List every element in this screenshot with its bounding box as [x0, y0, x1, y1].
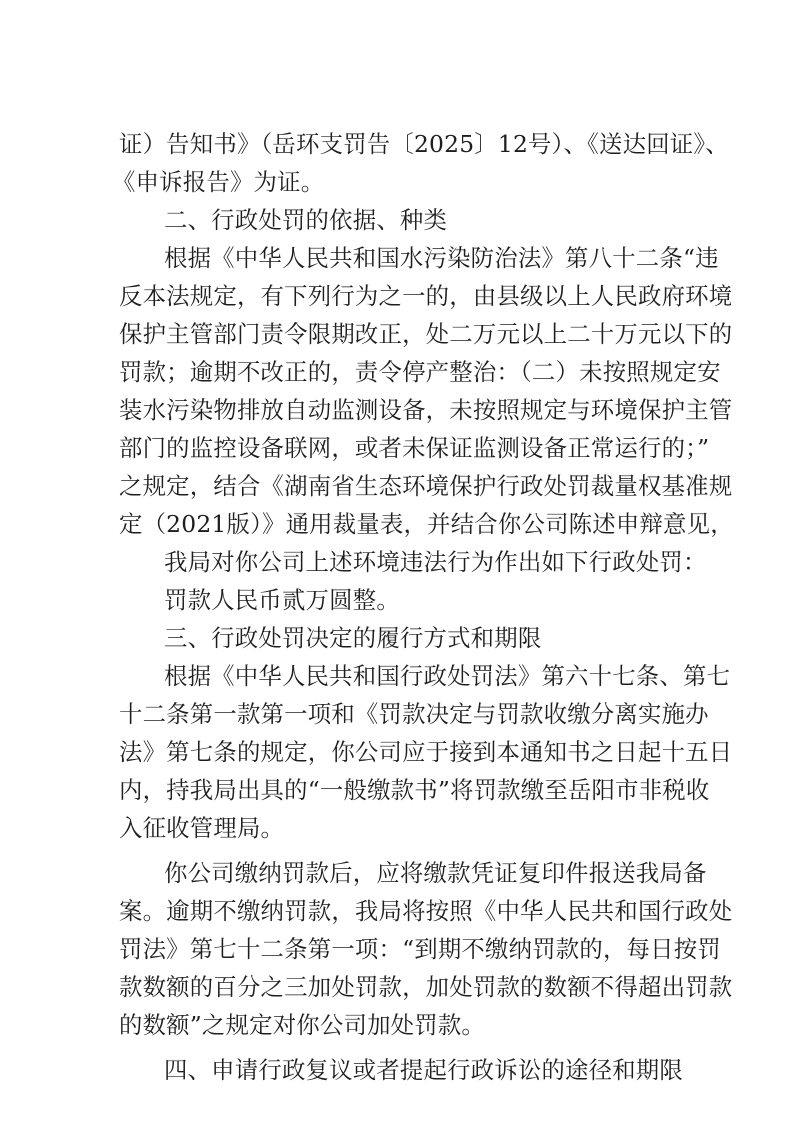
- body-line-20: 你公司缴纳罚款后，应将缴款凭证复印件报送我局备: [164, 859, 707, 887]
- body-line-6: 保护主管部门责令限期改正，处二万元以上二十万元以下的: [119, 320, 733, 348]
- body-line-11: 定（2021版）》通用裁量表，并结合你公司陈述申辩意见，: [119, 510, 734, 538]
- body-line-18: 内，持我局出具的“一般缴款书”将罚款缴至岳阳市非税收: [119, 776, 710, 804]
- body-line-12: 我局对你公司上述环境违法行为作出如下行政处罚：: [164, 548, 707, 576]
- body-line-16: 十二条第一款第一项和《罚款决定与罚款收缴分离实施办: [119, 700, 709, 728]
- section-heading-2: 二、行政处罚的依据、种类: [164, 206, 448, 234]
- body-line-1: 证）告知书》（岳环支罚告〔2025〕12号）、《送达回证》、: [119, 130, 729, 158]
- body-line-10: 之规定，结合《湖南省生态环境保护行政处罚裁量权基准规: [119, 472, 733, 500]
- body-line-17: 法》第七条的规定，你公司应于接到本通知书之日起十五日: [119, 738, 733, 766]
- body-line-7: 罚款；逾期不改正的，责令停产整治：（二）未按照规定安: [119, 358, 721, 386]
- body-line-22: 罚法》第七十二条第一项：“到期不缴纳罚款的，每日按罚: [119, 935, 721, 963]
- body-line-23: 款数额的百分之三加处罚款，加处罚款的数额不得超出罚款: [119, 973, 733, 1001]
- body-line-5: 反本法规定，有下列行为之一的，由县级以上人民政府环境: [119, 282, 733, 310]
- body-line-21: 案。逾期不缴纳罚款，我局将按照《中华人民共和国行政处: [119, 897, 733, 925]
- body-line-24: 的数额”之规定对你公司加处罚款。: [119, 1011, 486, 1039]
- section-heading-4: 四、申请行政复议或者提起行政诉讼的途径和期限: [164, 1056, 683, 1084]
- body-line-9: 部门的监控设备联网，或者未保证监测设备正常运行的；”: [119, 434, 710, 462]
- body-line-4: 根据《中华人民共和国水污染防治法》第八十二条“违: [164, 244, 719, 272]
- body-line-2: 《申诉报告》为证。: [112, 168, 325, 196]
- penalty-line: 罚款人民币贰万圆整。: [164, 586, 400, 614]
- body-line-8: 装水污染物排放自动监测设备，未按照规定与环境保护主管: [119, 396, 733, 424]
- section-heading-3: 三、行政处罚决定的履行方式和期限: [164, 624, 542, 652]
- body-line-19: 入征收管理局。: [119, 814, 285, 842]
- body-line-15: 根据《中华人民共和国行政处罚法》第六十七条、第七: [164, 662, 731, 690]
